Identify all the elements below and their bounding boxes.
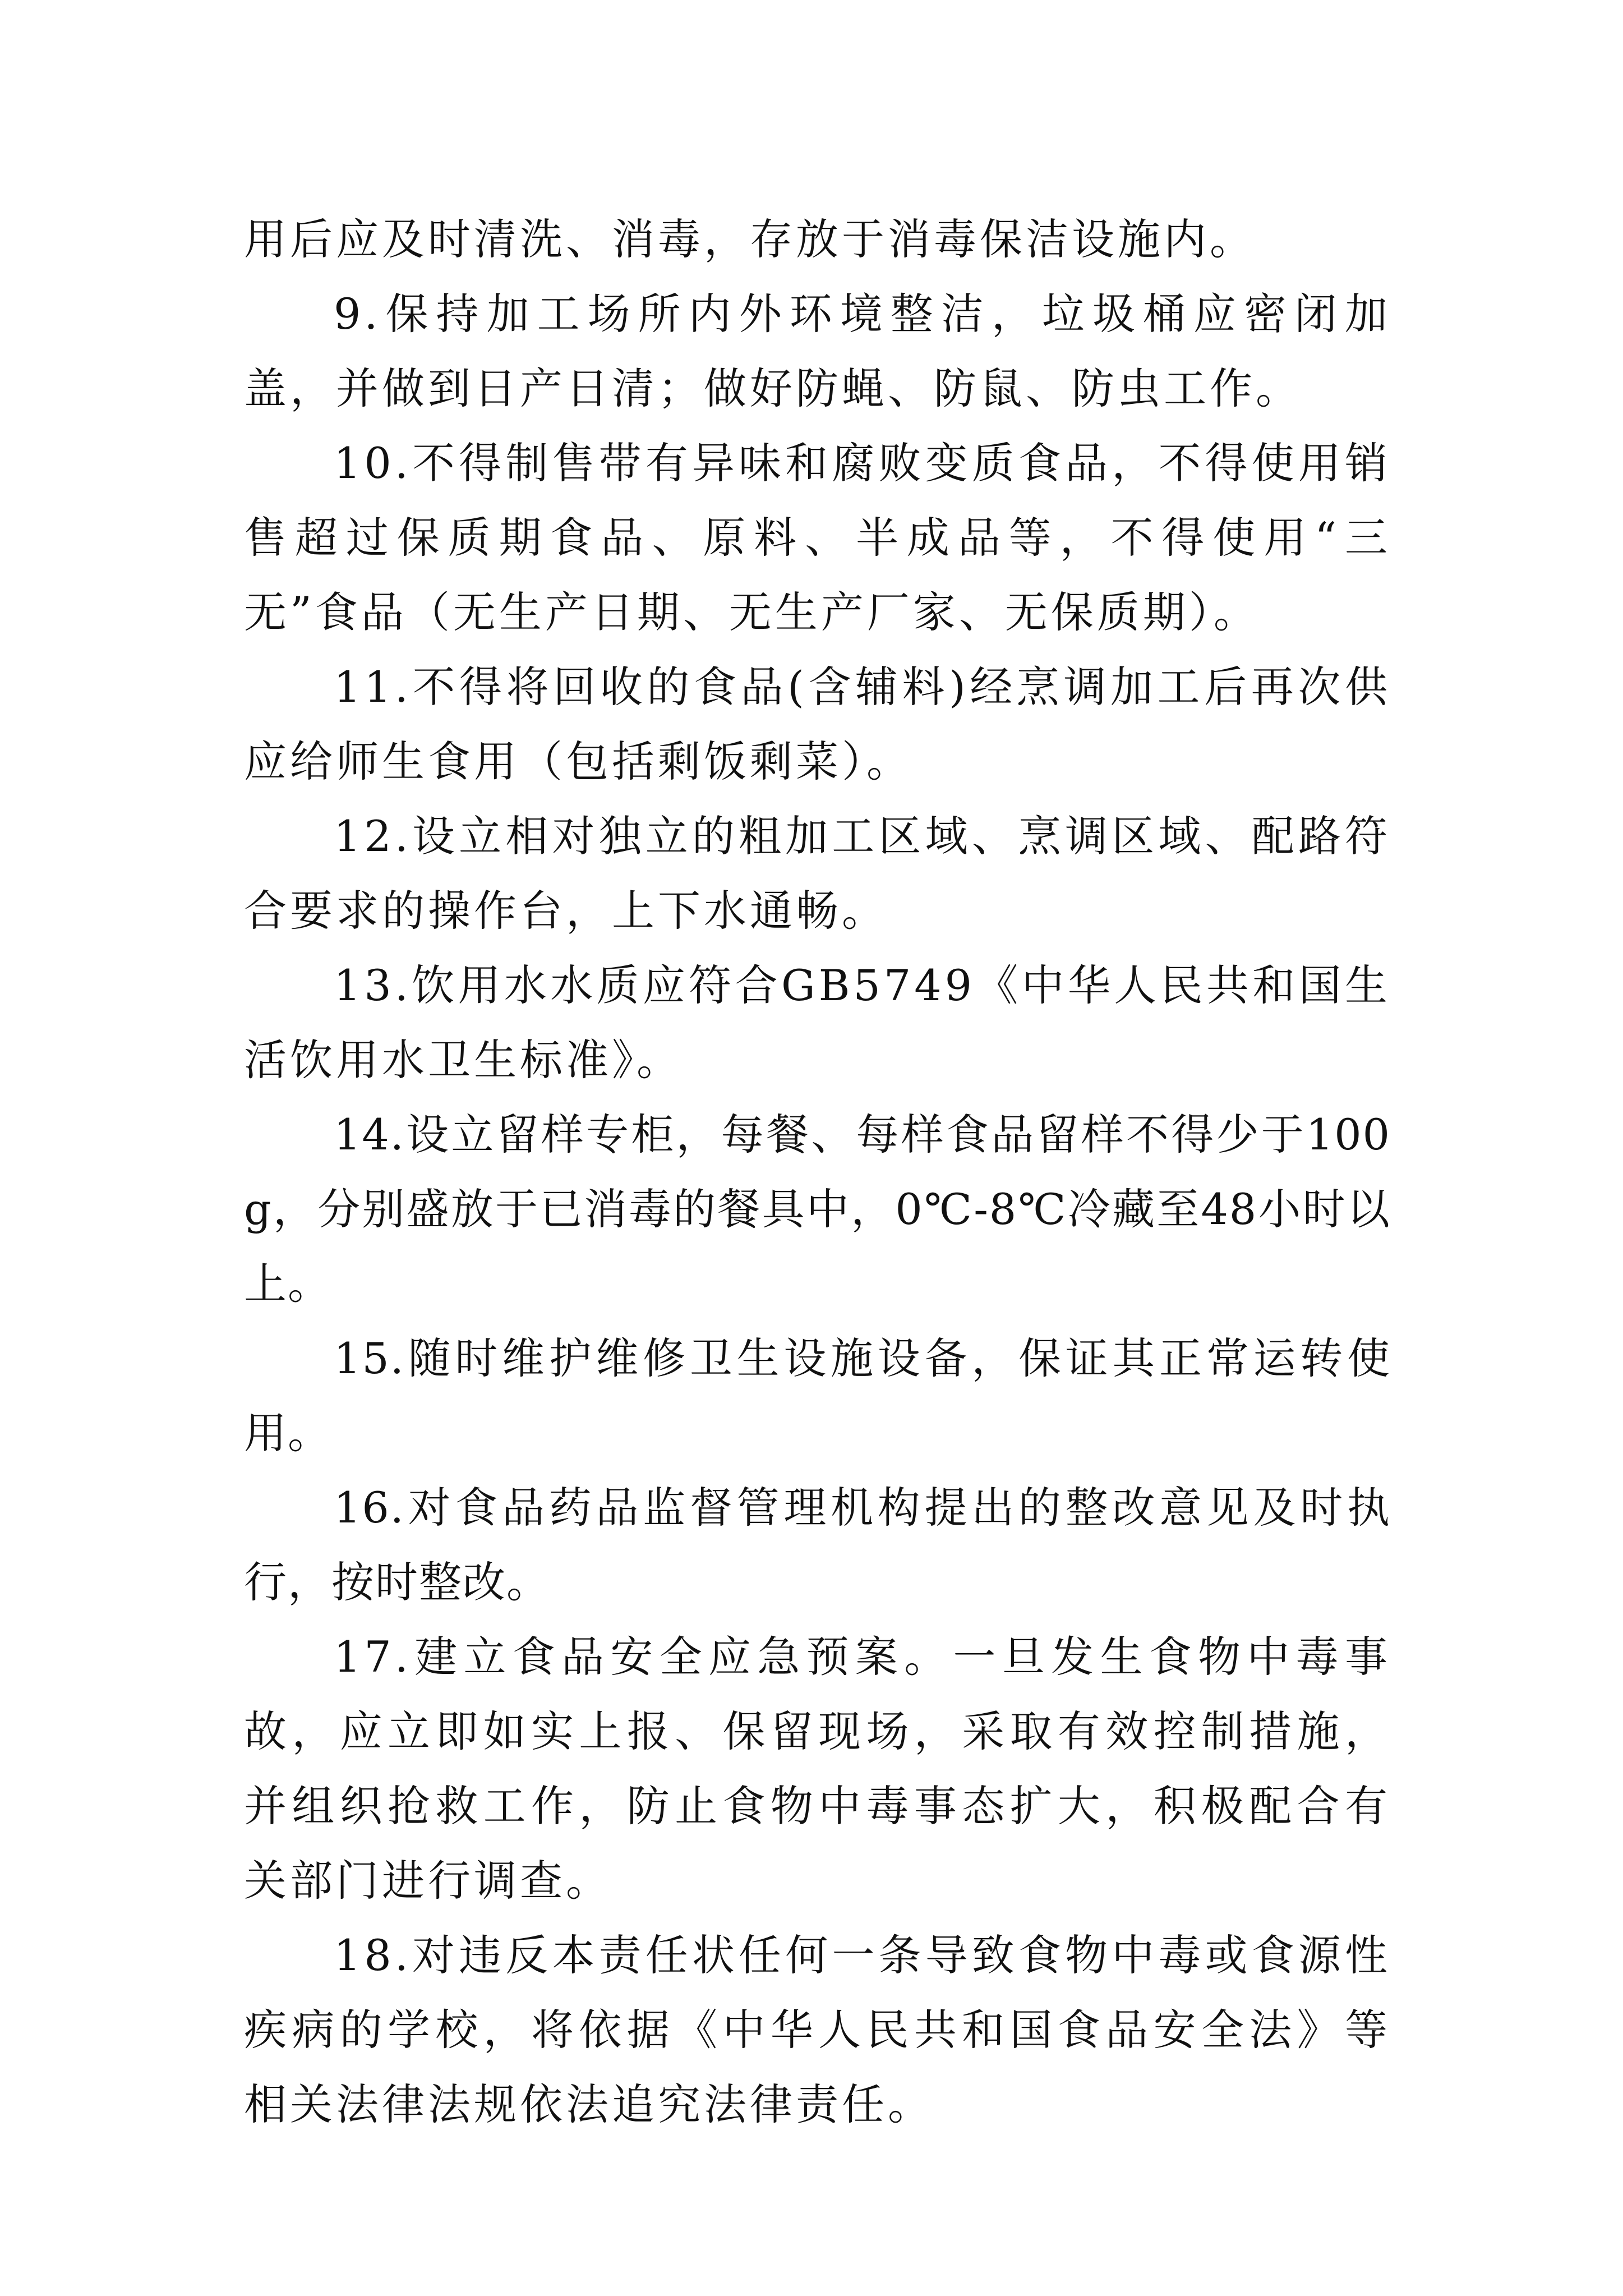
- paragraph-item-15: 15.随时维护维修卫生设施设备，保证其正常运转使用。: [244, 1333, 1391, 1458]
- paragraph-item-13: 13.饮用水水质应符合GB5749《中华人民共和国生活饮用水卫生标准》。: [244, 960, 1391, 1085]
- paragraph-continuation: 用后应及时清洗、消毒，存放于消毒保洁设施内。: [244, 214, 1256, 264]
- document-body: [244, 202, 1391, 2142]
- paragraph-item-11: 11.不得将回收的食品(含辅料)经烹调加工后再次供应给师生食用（包括剩饭剩菜）。: [244, 662, 1391, 786]
- paragraph-item-14: 14.设立留样专柜，每餐、每样食品留样不得少于100g，分别盛放于已消毒的餐具中，0℃-8℃冷藏至48小时以上。: [244, 1110, 1391, 1309]
- paragraph-item-16: 16.对食品药品监督管理机构提出的整改意见及时执行，按时整改。: [244, 1483, 1391, 1607]
- paragraph-item-9: 9.保持加工场所内外环境整洁，垃圾桶应密闭加盖，并做到日产日清；做好防蝇、防鼠、防虫工作。: [244, 289, 1391, 413]
- paragraph-item-17: 17.建立食品安全应急预案。一旦发生食物中毒事故，应立即如实上报、保留现场，采取有效控制措施，并组织抢救工作，防止食物中毒事态扩大，积极配合有关部门进行调查。: [244, 1632, 1391, 1906]
- paragraph-item-10: 10.不得制售带有异味和腐败变质食品，不得使用销售超过保质期食品、原料、半成品等，不得使用“三无”食品（无生产日期、无生产厂家、无保质期）。: [244, 438, 1391, 637]
- paragraph-item-12: 12.设立相对独立的粗加工区域、烹调区域、配路符合要求的操作台，上下水通畅。: [244, 811, 1391, 936]
- paragraph-item-18: 18.对违反本责任状任何一条导致食物中毒或食源性疾病的学校，将依据《中华人民共和国食品安全法》等相关法律法规依法追究法律责任。: [244, 1930, 1391, 2129]
